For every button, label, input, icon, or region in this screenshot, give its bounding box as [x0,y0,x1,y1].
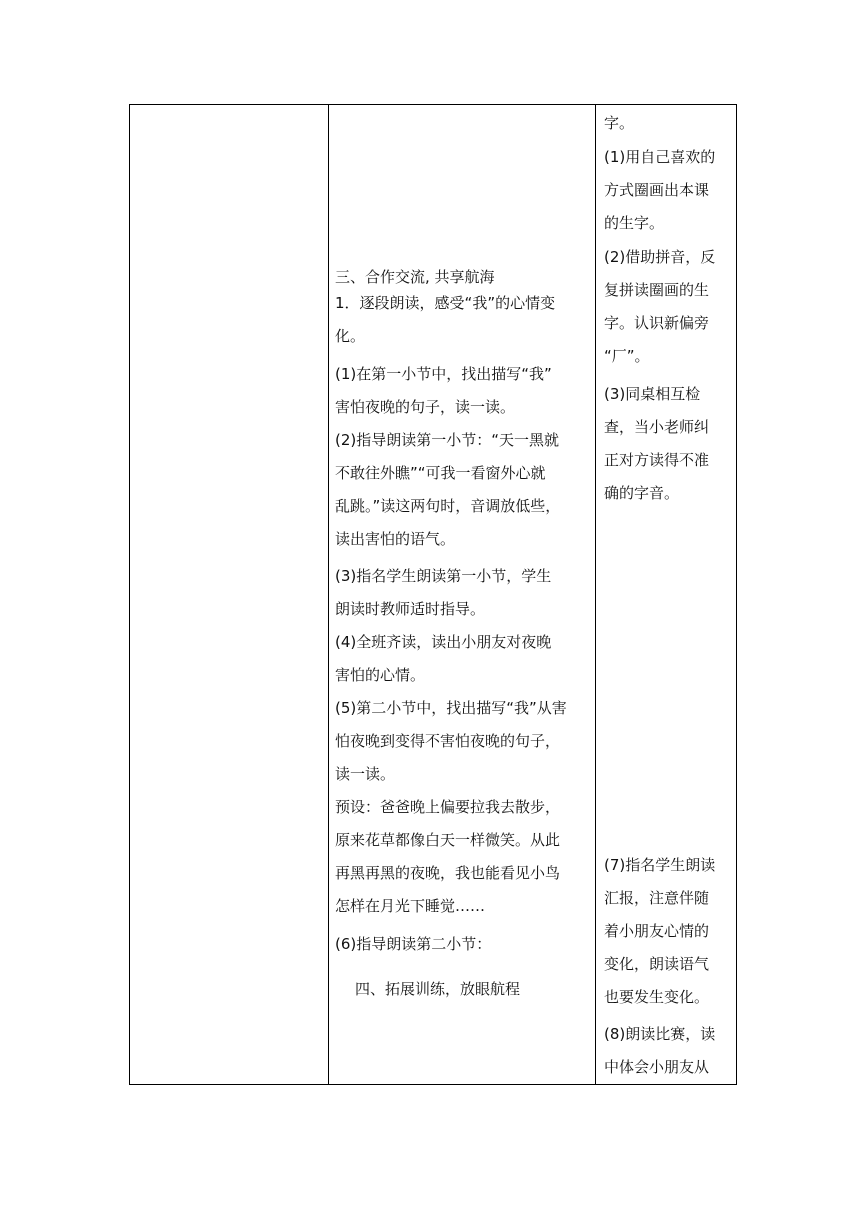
text-line: 方式圈画出本课 [604,181,710,199]
text-line: 字。认识新偏旁 [604,314,710,332]
text-line: 再黑再黑的夜晚，我也能看见小鸟 [335,864,561,882]
text-line: 害怕夜晚的句子，读一读。 [335,398,516,416]
text-line: 朗读时教师适时指导。 [335,600,486,618]
text-line: 查，当小老师纠 [604,418,710,436]
text-line: 不敢往外瞧”“可我一看窗外心就 [335,464,546,482]
text-line: (7)指名学生朗读 [604,856,716,874]
text-line: (3)指名学生朗读第一小节，学生 [335,567,552,585]
text-line: 着小朋友心情的 [604,922,710,940]
text-line: 化。 [335,327,366,345]
text-line: 怎样在月光下睡觉…… [335,897,486,915]
section-heading-3: 三、合作交流, 共享航海 [335,268,495,286]
text-line: 字。 [604,114,635,132]
text-line: “厂”。 [604,347,650,365]
text-line: 确的字音。 [604,484,680,502]
text-line: (4)全班齐读，读出小朋友对夜晚 [335,633,552,651]
text-line: 中体会小朋友从 [604,1058,710,1076]
cell-column-3-student-activity [596,105,736,1084]
text-line: (2)指导朗读第一小节：“天一黑就 [335,431,560,449]
text-line: 读一读。 [335,765,396,783]
text-line: 汇报，注意伴随 [604,889,710,907]
text-line: 正对方读得不准 [604,451,710,469]
text-line: 变化，朗读语气 [604,955,710,973]
cell-column-2-teaching-process [329,105,595,1084]
text-line: 乱跳。”读这两句时，音调放低些， [335,497,561,515]
text-line: (3)同桌相互检 [604,385,701,403]
lesson-table [129,104,737,1085]
text-line: 也要发生变化。 [604,988,710,1006]
text-line: 的生字。 [604,214,665,232]
text-line: (2)借助拼音，反 [604,248,716,266]
text-line: (5)第二小节中，找出描写“我”从害 [335,699,567,717]
text-line: 复拼读圈画的生 [604,281,710,299]
text-line: (1)用自己喜欢的 [604,148,716,166]
text-line: 读出害怕的语气。 [335,530,456,548]
text-line: (8)朗读比赛，读 [604,1025,716,1043]
text-line: 预设：爸爸晚上偏要拉我去散步， [335,798,561,816]
text-line: 害怕的心情。 [335,666,426,684]
text-line: 原来花草都像白天一样微笑。从此 [335,831,561,849]
text-line: (1)在第一小节中，找出描写“我” [335,365,552,383]
text-line: (6)指导朗读第二小节： [335,935,492,953]
text-line: 怕夜晚到变得不害怕夜晚的句子， [335,732,561,750]
cell-column-1-empty [130,105,328,1084]
text-line: 1．逐段朗读，感受“我”的心情变 [335,294,556,312]
section-heading-4: 四、拓展训练，放眼航程 [355,980,521,998]
